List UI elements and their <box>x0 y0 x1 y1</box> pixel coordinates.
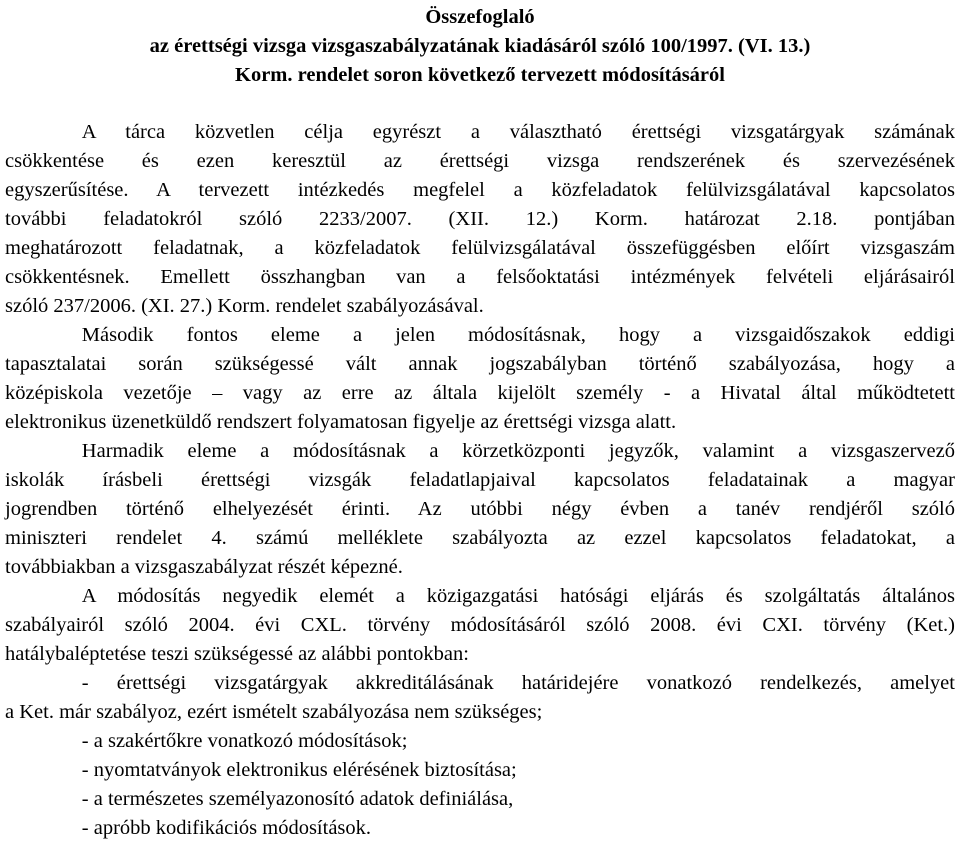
body-line: szóló 237/2006. (XI. 27.) Korm. rendelet szabályozásával. <box>5 295 484 317</box>
list-item-line: - a szakértőkre vonatkozó módosítások; <box>81 730 408 752</box>
body-line: továbbiakban a vizsgaszabályzat részét képezné. <box>5 556 403 578</box>
body-line: elektronikus üzenetküldő rendszert folyamatosan figyelje az érettségi vizsga alatt. <box>5 411 677 433</box>
body-line: meghatározott feladatnak, a közfeladatok felülvizsgálatával összefüggésben előírt vizsgaszám <box>5 237 955 259</box>
body-line: A módosítás negyedik elemét a közigazgatási hatósági eljárás és szolgáltatás általános <box>81 585 955 607</box>
body-line: csökkentése és ezen keresztül az érettségi vizsga rendszerének és szervezésének <box>5 150 955 172</box>
list-item-line: - a természetes személyazonosító adatok definiálása, <box>81 788 514 810</box>
list-item-line: - nyomtatványok elektronikus elérésének biztosítása; <box>81 759 517 781</box>
body-line: iskolák írásbeli érettségi vizsgák feladatlapjaival kapcsolatos feladatainak a magyar <box>5 469 955 491</box>
document-subtitle-line-2: Korm. rendelet soron következő tervezett módosításáról <box>235 64 725 86</box>
list-item-line: - érettségi vizsgatárgyak akkreditálásának határidejére vonatkozó rendelkezés, amelyet <box>81 672 955 694</box>
body-line: jogrendben történő elhelyezését érinti. Az utóbbi négy évben a tanév rendjéről szóló <box>5 498 955 520</box>
document-title: Összefoglaló <box>425 6 535 28</box>
body-line: csökkentésnek. Emellett összhangban van a felsőoktatási intézmények felvételi eljárásairól <box>5 266 955 288</box>
body-line: A tárca közvetlen célja egyrészt a választható érettségi vizsgatárgyak számának <box>81 121 955 143</box>
body-line: miniszteri rendelet 4. számú melléklete szabályozta az ezzel kapcsolatos feladatokat, a <box>5 527 955 549</box>
body-line: hatálybaléptetése teszi szükségessé az alábbi pontokban: <box>5 643 469 665</box>
body-line: Harmadik eleme a módosításnak a körzetközponti jegyzők, valamint a vizsgaszervező <box>81 440 955 462</box>
body-line: tapasztalatai során szükségessé vált annak jogszabályban történő szabályozása, hogy a <box>5 353 955 375</box>
document-subtitle-line-1: az érettségi vizsga vizsgaszabályzatának kiadásáról szóló 100/1997. (VI. 13.) <box>149 35 811 57</box>
list-item-line: - apróbb kodifikációs módosítások. <box>81 817 372 839</box>
body-line: egyszerűsítése. A tervezett intézkedés megfelel a közfeladatok felülvizsgálatával kapcsolatos <box>5 179 955 201</box>
body-line: szabályairól szóló 2004. évi CXL. törvény módosításáról szóló 2008. évi CXI. törvény (Ket.) <box>5 614 955 636</box>
body-line: további feladatokról szóló 2233/2007. (XII. 12.) Korm. határozat 2.18. pontjában <box>5 208 955 230</box>
list-item-line: a Ket. már szabályoz, ezért ismételt szabályozása nem szükséges; <box>5 701 543 723</box>
body-line: Második fontos eleme a jelen módosításnak, hogy a vizsgaidőszakok eddigi <box>81 324 955 346</box>
body-line: középiskola vezetője – vagy az erre az általa kijelölt személy - a Hivatal által működtetett <box>5 382 955 404</box>
